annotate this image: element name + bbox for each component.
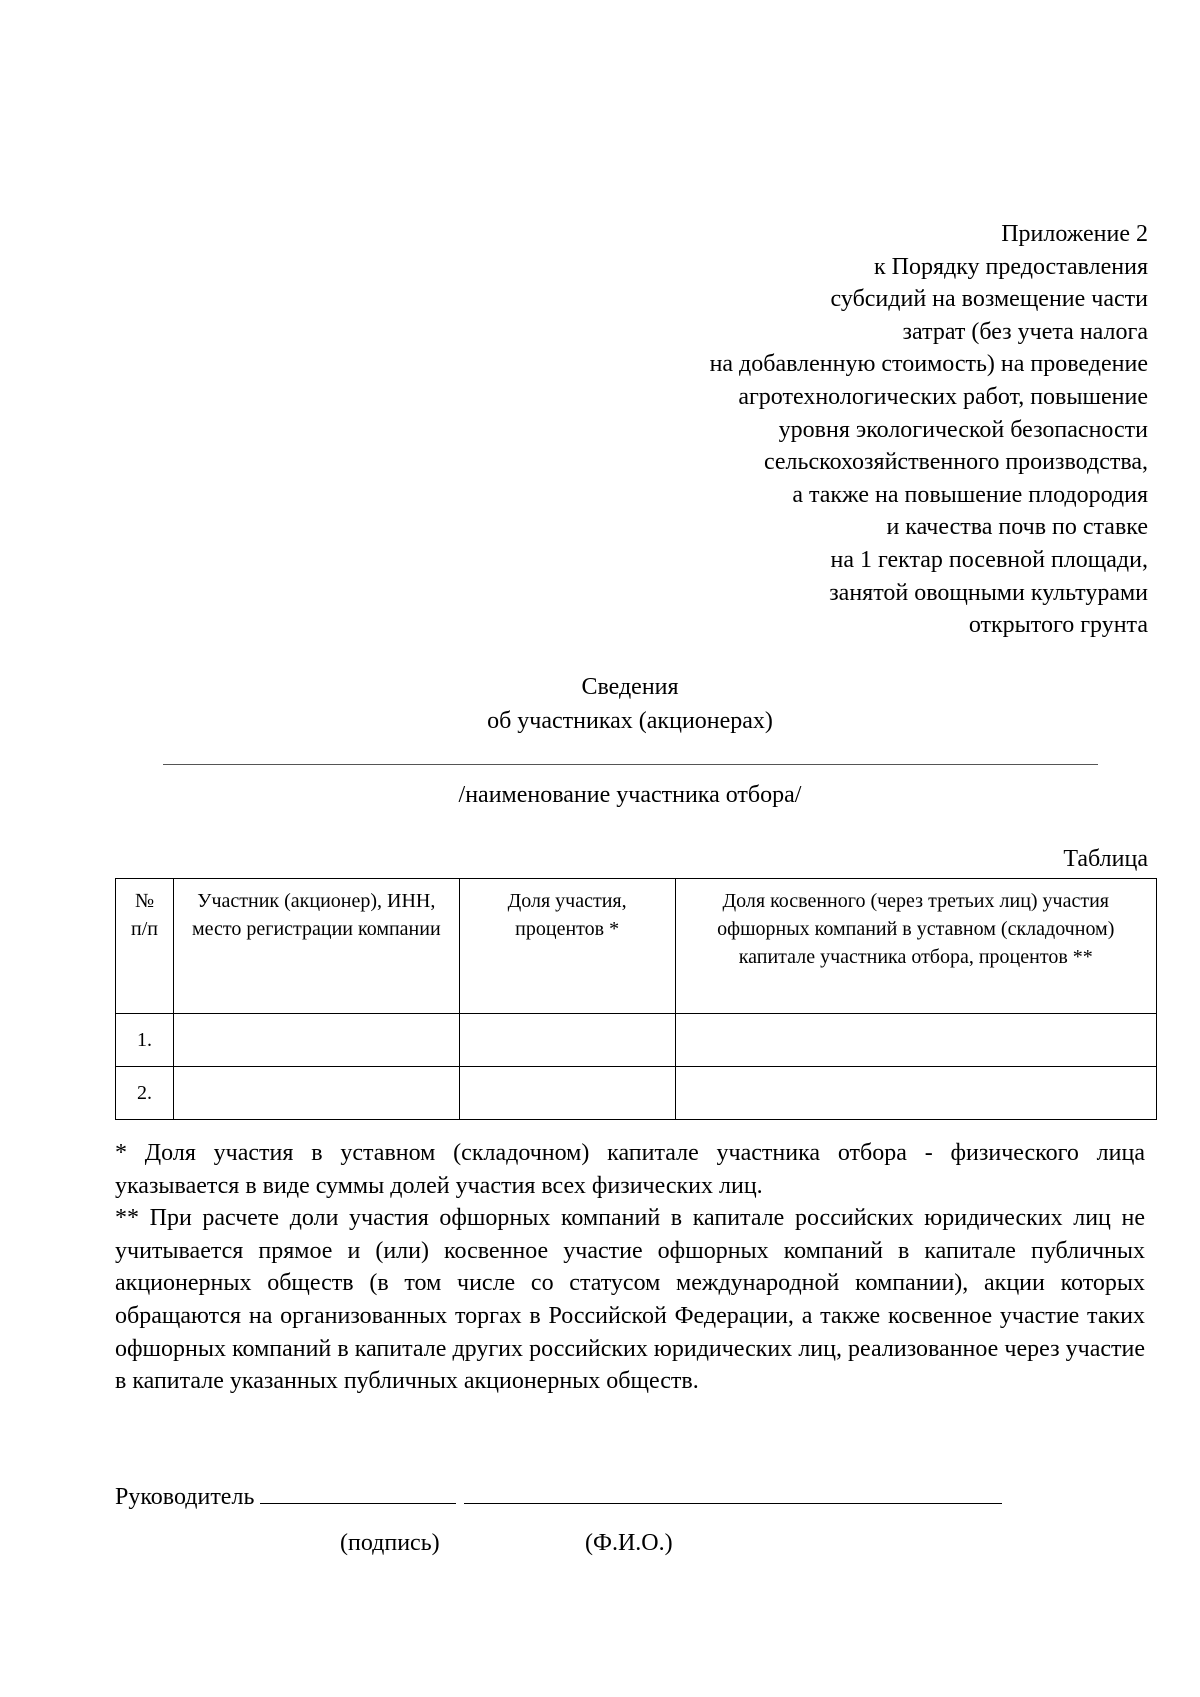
table-header-row: [116, 879, 1157, 1014]
footnotes: [115, 1137, 1145, 1398]
table-row: [116, 1014, 1157, 1067]
signature-line: [260, 1477, 456, 1504]
cell-share: [459, 1014, 675, 1067]
appendix-line: и качества почв по ставке: [886, 514, 1148, 541]
appendix-line: а также на повышение плодородия: [792, 481, 1148, 508]
participant-name-caption: /наименование участника отбора/: [458, 782, 802, 808]
appendix-line: занятой овощными культурами: [829, 579, 1148, 606]
appendix-line: на добавленную стоимость) на проведение: [709, 351, 1148, 378]
appendix-line: уровня экологической безопасности: [778, 416, 1148, 443]
cell-offshore-share: [675, 1014, 1156, 1067]
cell-participant: [173, 1014, 459, 1067]
cell-offshore-share: [675, 1067, 1156, 1120]
title-line-2: об участниках (акционерах): [487, 708, 773, 734]
table-caption: Таблица: [1063, 846, 1148, 872]
document-title: [0, 670, 1200, 738]
title-line-1: Сведения: [581, 674, 679, 700]
table-row: [116, 1067, 1157, 1120]
footnote-1: * Доля участия в уставном (складочном) капитале участника отбора - физического лица указывается в виде суммы долей участия всех физических лиц.: [115, 1140, 1145, 1199]
row-number: 1.: [116, 1014, 174, 1067]
row-number: 2.: [116, 1067, 174, 1120]
appendix-line: к Порядку предоставления: [873, 253, 1148, 280]
header-number: № п/п: [116, 879, 174, 1014]
appendix-header: [548, 218, 1148, 642]
header-share: Доля участия, процентов *: [459, 879, 675, 1014]
appendix-line: на 1 гектар посевной площади,: [830, 546, 1148, 573]
signature-caption: (подпись): [340, 1530, 440, 1556]
appendix-line: агротехнологических работ, повышение: [738, 383, 1148, 410]
participant-name-line: [163, 764, 1098, 765]
header-offshore-share: Доля косвенного (через третьих лиц) участия офшорных компаний в уставном (складочном) капитале участника отбора, процентов **: [675, 879, 1156, 1014]
appendix-line: затрат (без учета налога: [902, 318, 1148, 345]
appendix-line: субсидий на возмещение части: [830, 286, 1148, 313]
appendix-line: сельскохозяйственного производства,: [763, 449, 1148, 476]
cell-share: [459, 1067, 675, 1120]
signature-block: [115, 1477, 1002, 1512]
full-name-line: [464, 1477, 1002, 1504]
cell-participant: [173, 1067, 459, 1120]
header-participant: Участник (акционер), ИНН, место регистрации компании: [173, 879, 459, 1014]
appendix-line: открытого грунта: [968, 612, 1148, 639]
participants-table: [115, 878, 1157, 1120]
appendix-line: Приложение 2: [1001, 221, 1148, 247]
footnote-2: ** При расчете доли участия офшорных компаний в капитале российских юридических лиц не учитывается прямое и (или) косвенное участие офшорных компаний в капитале публичных акционерных обществ (в том числе со статусом международной компании), акции которых обращаются на организованных торгах в Российской Федерации, а также косвенное участие таких офшорных компаний в капитале других российских юридических лиц, реализованное через участие в капитале указанных публичных акционерных обществ.: [115, 1205, 1145, 1395]
full-name-caption: (Ф.И.О.): [585, 1530, 673, 1556]
signature-label: Руководитель: [115, 1484, 255, 1510]
